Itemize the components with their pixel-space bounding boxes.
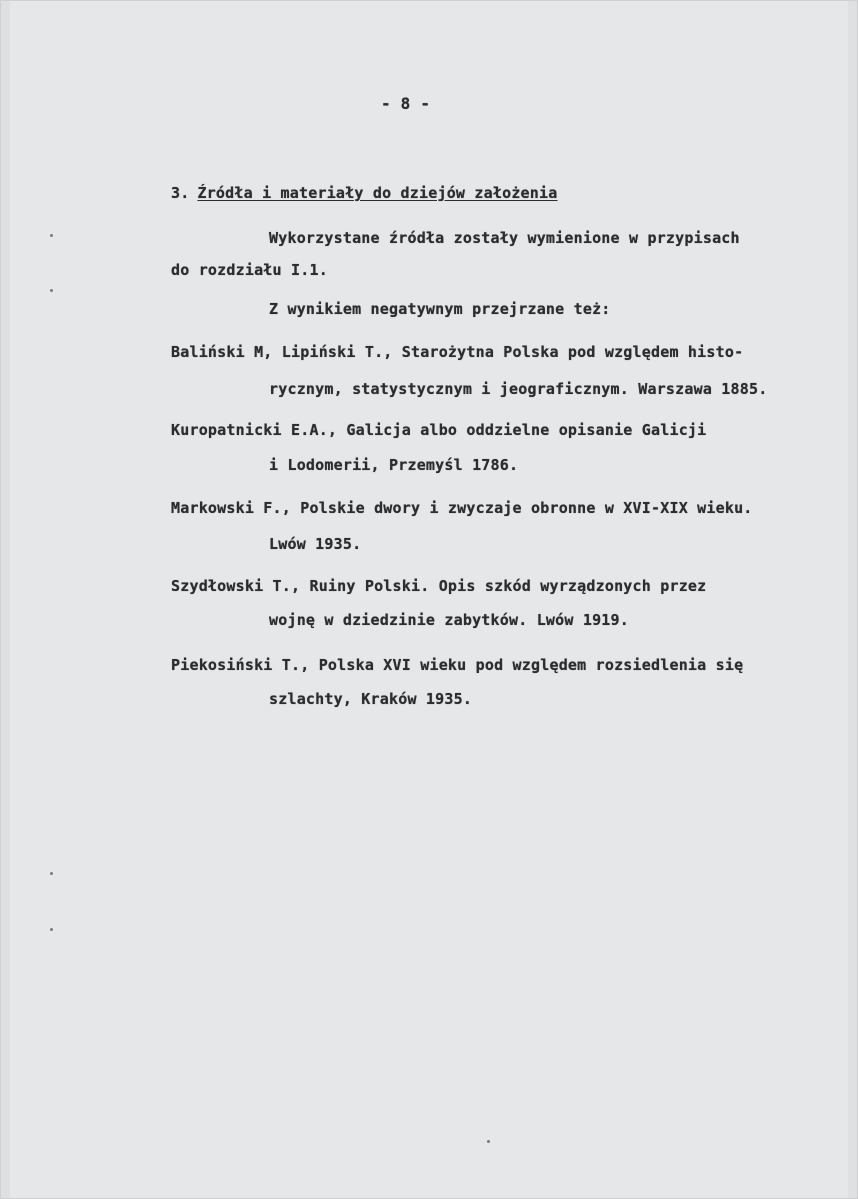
reference-continuation: i Lodomerii, Przemyśl 1786.	[269, 456, 519, 474]
reference-continuation: wojnę w dziedzinie zabytków. Lwów 1919.	[269, 611, 629, 629]
reference-continuation: szlachty, Kraków 1935.	[269, 690, 473, 708]
section-heading	[171, 184, 557, 202]
reference-continuation: Lwów 1935.	[269, 535, 362, 553]
paragraph-line: Wykorzystane źródła zostały wymienione w przypisach	[269, 229, 740, 247]
section-number: 3.	[171, 184, 190, 202]
reference-line: Szydłowski T., Ruiny Polski. Opis szkód wyrządzonych przez	[171, 577, 707, 595]
reference-line: Markowski F., Polskie dwory i zwyczaje obronne w XVI-XIX wieku.	[171, 499, 753, 517]
section-title: Źródła i materiały do dziejów założenia	[197, 184, 558, 202]
paragraph-line: do rozdziału I.1.	[171, 261, 328, 279]
margin-mark	[50, 872, 53, 875]
reference-continuation: rycznym, statystycznym i jeograficznym. Warszawa 1885.	[269, 380, 768, 398]
reference-line: Piekosiński T., Polska XVI wieku pod względem rozsiedlenia się	[171, 656, 744, 674]
reference-line: Baliński M, Lipiński T., Starożytna Polska pod względem histo-	[171, 343, 744, 361]
reference-line: Kuropatnicki E.A., Galicja albo oddzielne opisanie Galicji	[171, 421, 707, 439]
page-number: - 8 -	[381, 94, 431, 113]
margin-mark	[50, 234, 53, 237]
margin-mark	[50, 928, 53, 931]
margin-mark	[50, 289, 53, 292]
paragraph-line: Z wynikiem negatywnym przejrzane też:	[269, 300, 611, 318]
margin-mark	[487, 1140, 490, 1143]
